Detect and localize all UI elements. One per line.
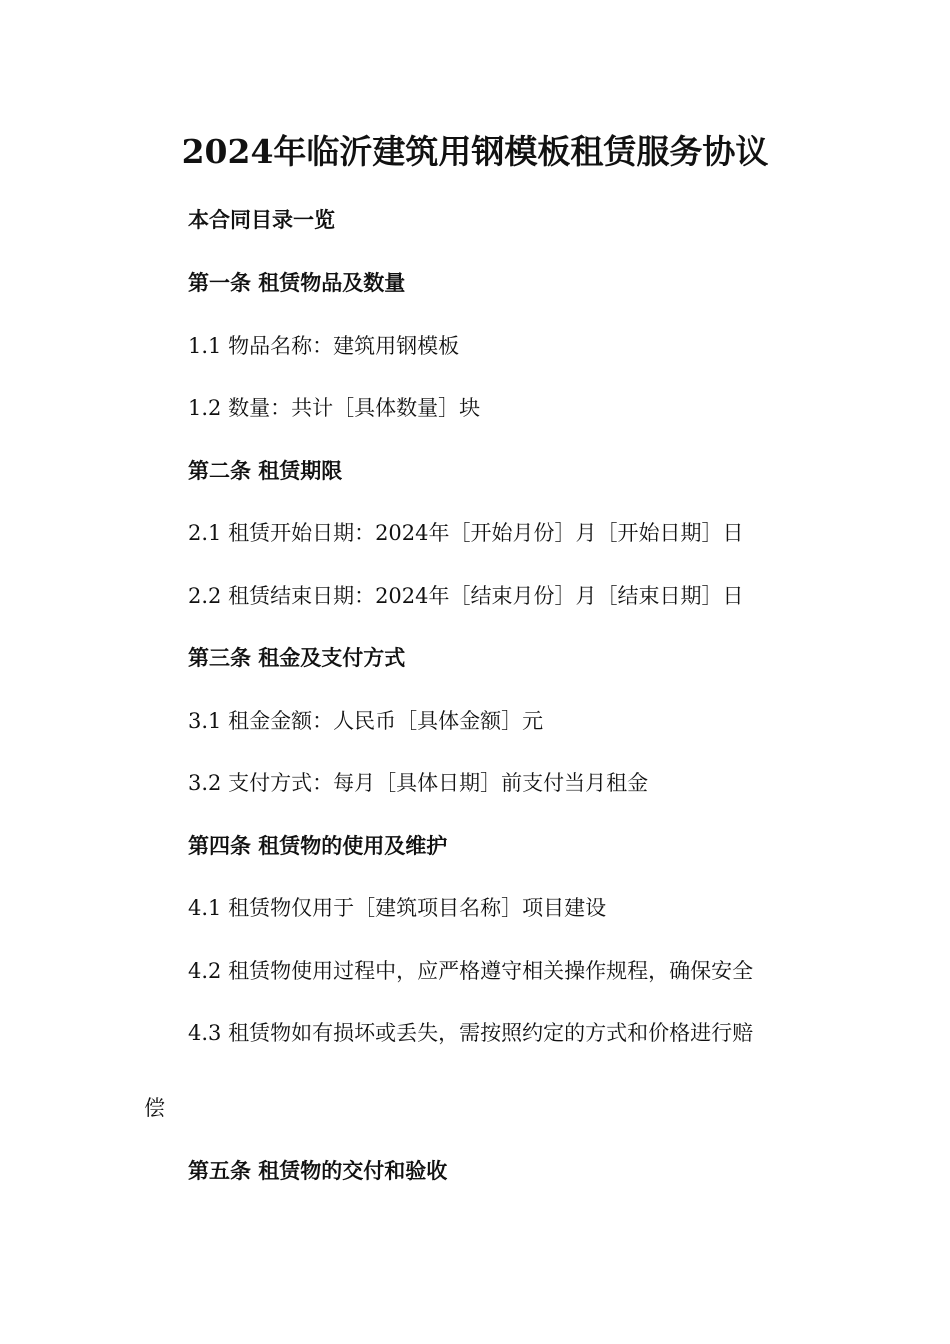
clause-2-1: 2.1 租赁开始日期：2024年［开始月份］月［开始日期］日 [188,521,744,545]
clause-1-1: 1.1 物品名称：建筑用钢模板 [188,334,460,358]
clause-1-2: 1.2 数量：共计［具体数量］块 [188,396,481,420]
section-heading-4: 第四条 租赁物的使用及维护 [188,834,448,858]
clause-4-3-continuation: 偿 [144,1096,165,1120]
section-heading-5: 第五条 租赁物的交付和验收 [188,1159,448,1183]
clause-3-2: 3.2 支付方式：每月［具体日期］前支付当月租金 [188,771,649,795]
section-heading-2: 第二条 租赁期限 [188,459,343,483]
section-heading-3: 第三条 租金及支付方式 [188,646,406,670]
toc-heading: 本合同目录一览 [188,208,335,232]
clause-3-1: 3.1 租金金额：人民币［具体金额］元 [188,709,544,733]
document-title: 2024年临沂建筑用钢模板租赁服务协议 [181,132,769,171]
clause-2-2: 2.2 租赁结束日期：2024年［结束月份］月［结束日期］日 [188,584,744,608]
clause-4-2: 4.2 租赁物使用过程中，应严格遵守相关操作规程，确保安全 [188,959,754,983]
clause-4-3: 4.3 租赁物如有损坏或丢失，需按照约定的方式和价格进行赔 [188,1021,754,1045]
section-heading-1: 第一条 租赁物品及数量 [188,271,406,295]
clause-4-1: 4.1 租赁物仅用于［建筑项目名称］项目建设 [188,896,607,920]
